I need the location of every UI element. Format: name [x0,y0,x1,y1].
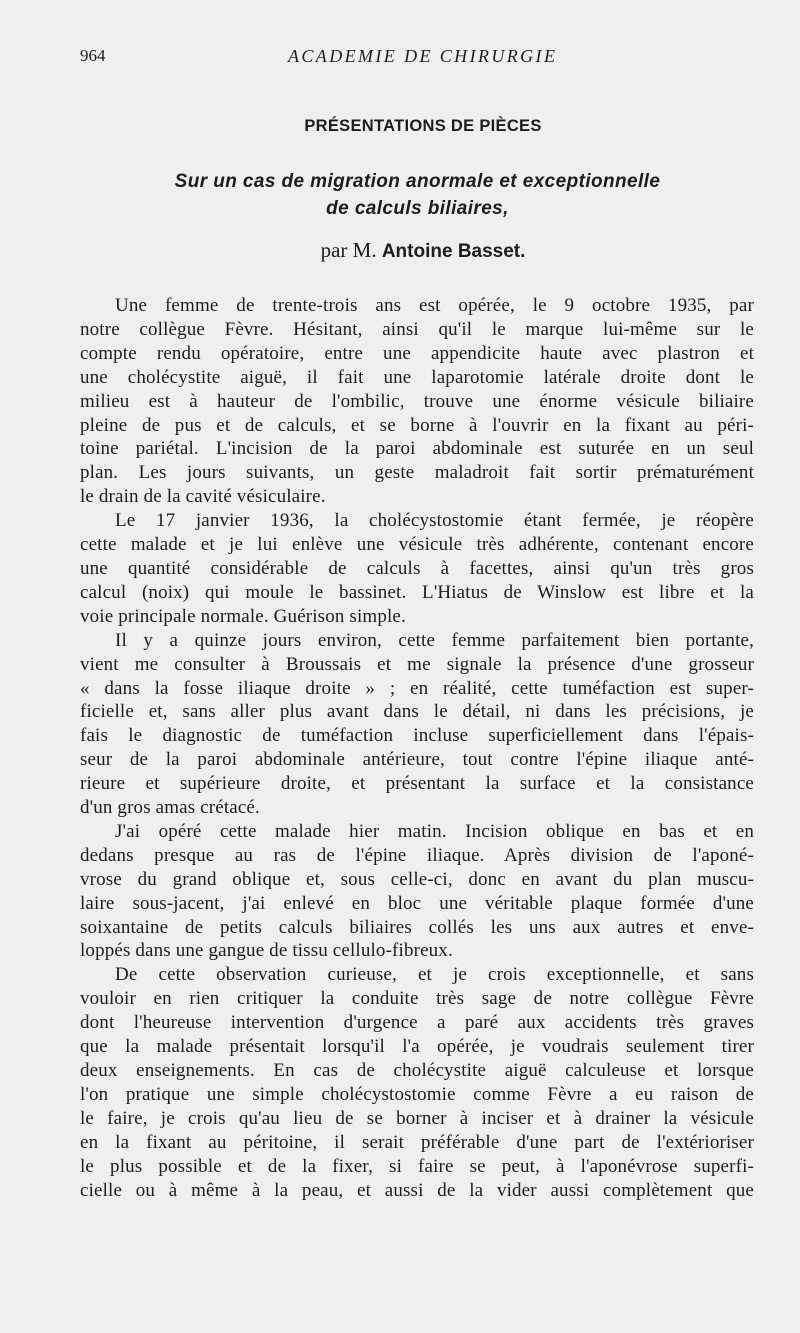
byline [0,238,800,263]
text-line: calcul (noix) qui moule le bassinet. L'Hiatus de Winslow est libre et la [80,581,754,603]
text-line: « dans la fosse iliaque droite » ; en réalité, cette tuméfaction est super- [80,677,754,699]
text-line: fais le diagnostic de tuméfaction incluse superficiellement dans l'épais- [80,725,754,747]
text-line: milieu est à hauteur de l'ombilic, trouve une énorme vésicule biliaire [80,390,754,412]
text-line: vient me consulter à Broussais et me signale la présence d'une grosseur [80,653,754,675]
text-line: le faire, je crois qu'au lieu de se borner à inciser et à drainer la vésicule [80,1107,754,1129]
text-line: De cette observation curieuse, et je crois exceptionnelle, et sans [115,964,754,986]
byline-author: Antoine Basset. [381,241,526,262]
text-line: deux enseignements. En cas de cholécystite aiguë calculeuse et lorsque [80,1060,754,1081]
text-line: vouloir en rien critiquer la conduite très sage de notre collègue Fèvre [80,988,754,1010]
text-line: Le 17 janvier 1936, la cholécystostomie étant fermée, je réopère [115,510,754,532]
text-line: une cholécystite aiguë, il fait une laparotomie latérale droite dont le [80,366,754,388]
text-line: cette malade et je lui enlève une vésicule très adhérente, contenant encore [80,534,754,556]
text-line: que la malade présentait lorsqu'il l'a opérée, je voudrais seulement tirer [80,1036,754,1058]
text-line: pleine de pus et de calculs, et se borne à l'ouvrir en la fixant au péri- [80,414,754,436]
text-line: plan. Les jours suivants, un geste maladroit fait sortir prématurément [80,462,754,484]
page-number: 964 [80,46,106,65]
text-line: J'ai opéré cette malade hier matin. Incision oblique en bas et en [115,820,754,842]
text-line: d'un gros amas crétacé. [80,797,260,819]
text-line: dedans presque au ras de l'épine iliaque. Après division de l'aponé- [80,844,754,866]
text-line: laire sous-jacent, j'ai enlevé en bloc une véritable plaque formée d'une [80,892,754,914]
text-line: loppés dans une gangue de tissu cellulo-fibreux. [80,940,453,962]
text-line: seur de la paroi abdominale antérieure, tout contre l'épine iliaque anté- [80,749,754,771]
text-line: voie principale normale. Guérison simple. [80,605,406,627]
article-title [80,168,755,222]
article-title-line-2: de calculs biliaires, [326,198,509,219]
text-line: notre collègue Fèvre. Hésitant, ainsi qu'il le marque lui-même sur le [80,318,754,340]
article-body [80,294,754,1202]
text-line: cielle ou à même à la peau, et aussi de la vider aussi complètement que [80,1179,754,1201]
text-line: vrose du grand oblique et, sous celle-ci, donc en avant du plan muscu- [80,868,754,890]
text-line: toine pariétal. L'incision de la paroi abdominale est suturée en un seul [80,438,754,460]
text-line: le drain de la cavité vésiculaire. [80,486,326,508]
text-line: Il y a quinze jours environ, cette femme parfaitement bien portante, [115,629,754,651]
article-title-line-1: Sur un cas de migration anormale et exceptionnelle [174,171,661,192]
text-line: rieure et supérieure droite, et présentant la surface et la consistance [80,773,754,795]
text-line: une quantité considérable de calculs à facettes, ainsi qu'un très gros [80,557,754,579]
text-line: dont l'heureuse intervention d'urgence a paré aux accidents très graves [80,1012,754,1034]
section-title: PRÉSENTATIONS DE PIÈCES [304,117,542,135]
text-line: ficielle et, sans aller plus avant dans le détail, ni dans les précisions, je [80,701,754,723]
text-line: soixantaine de petits calculs biliaires collés les uns aux autres et enve- [80,916,754,938]
text-line: en la fixant au péritoine, il serait préférable d'une part de l'extérioriser [80,1131,754,1153]
text-line: compte rendu opératoire, entre une appendicite haute avec plastron et [80,342,754,364]
running-header [80,46,755,72]
text-line: le plus possible et de la fixer, si faire se peut, à l'aponévrose superfi- [80,1155,754,1177]
text-line: Une femme de trente-trois ans est opérée, le 9 octobre 1935, par [115,295,754,316]
text-line: l'on pratique une simple cholécystostomie comme Fèvre a eu raison de [80,1083,754,1105]
journal-title: ACADEMIE DE CHIRURGIE [288,46,558,66]
byline-prefix: par M. [320,238,377,262]
